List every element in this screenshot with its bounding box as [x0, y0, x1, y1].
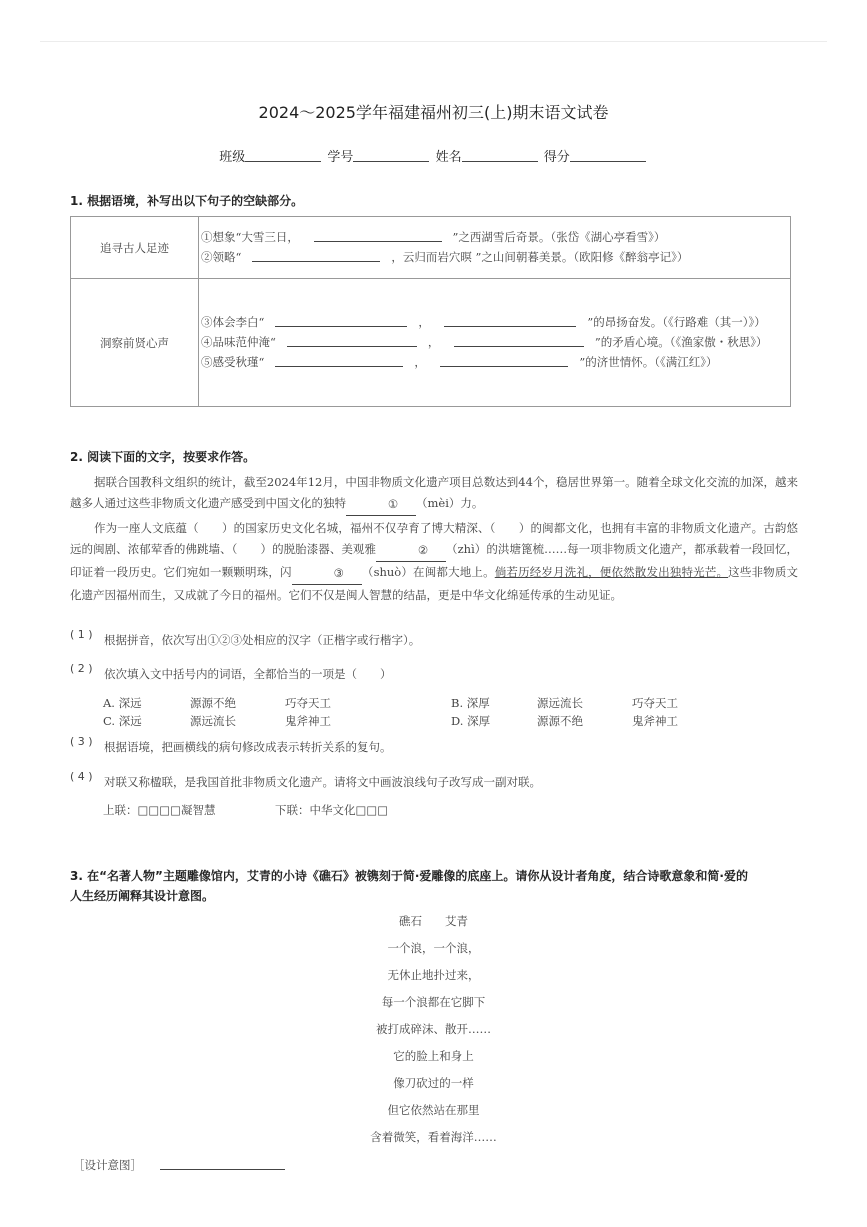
- design-intent-blank[interactable]: [160, 1169, 285, 1170]
- option-c-2: 源远流长: [190, 714, 236, 728]
- option-d-3: 鬼斧神工: [632, 714, 678, 728]
- option-b-1[interactable]: B. 深厚: [451, 696, 490, 710]
- q2-sub-2: [70, 662, 798, 682]
- q2-sub-3: [70, 735, 798, 755]
- class-label: 班级: [219, 150, 246, 165]
- q1-category-1: 追寻古人足迹: [71, 217, 199, 279]
- poem-line-3: 每一个浪都在它脚下: [381, 995, 486, 1009]
- poem-line-6: 像刀砍过的一样: [393, 1076, 474, 1090]
- q1-row-1: ①想象“大雪三日， ”之西湖雪后奇景。（张岱《湖心亭看雪》）: [201, 230, 666, 244]
- couplet-lower: 下联：中华文化□□□: [275, 803, 389, 817]
- q2-sub-1-number: ( 1 ): [70, 628, 93, 641]
- q2-blank-2[interactable]: ②: [376, 540, 446, 562]
- name-blank: [462, 149, 538, 162]
- option-a-2: 源源不绝: [190, 696, 236, 710]
- q2-sub-1: [70, 628, 798, 648]
- q1-blank-5[interactable]: [287, 334, 417, 347]
- design-intent-label: ［设计意图］: [73, 1158, 142, 1172]
- q3-heading: 3. 在“名著人物”主题雕像馆内，艾青的小诗《礁石》被镌刻于简·爱雕像的底座上。请你从设计者角度，结合诗歌意象和简·爱的 人生经历阐释其设计意图。: [70, 869, 748, 903]
- poem-line-2: 无休止地扑过来，: [387, 968, 480, 982]
- option-b-3: 巧夺天工: [632, 696, 678, 710]
- poem-line-7: 但它依然站在那里: [387, 1103, 480, 1117]
- poem-line-1: 一个浪，一个浪，: [387, 941, 480, 955]
- poem-line-8: 含着微笑，看着海洋……: [370, 1130, 497, 1144]
- q2-sub-1-text: 根据拼音，依次写出①②③处相应的汉字（正楷字或行楷字）。: [104, 633, 421, 647]
- q1-row-5: ⑤感受秋瑾“ ， ”的济世情怀。（《满江红》）: [201, 355, 718, 369]
- q2-sub-2-number: ( 2 ): [70, 662, 93, 675]
- q2-blank-3[interactable]: ③: [292, 563, 362, 585]
- q1-blank-6[interactable]: [454, 334, 584, 347]
- q2-sub-4: [70, 770, 798, 790]
- top-divider: [40, 41, 827, 42]
- q2-paragraph-2: 作为一座人文底蕴（ ）的国家历史文化名城，福州不仅孕育了博大精深、（ ）的闽都文化，也拥有丰富的非物质文化遗产。古韵悠远的闽剧、浓郁荤香的佛跳墙、（ ）的脱胎漆器、美观雅 ② （zhì）的洪塘篦梳……每一项非物质文化遗产，都承载着一段回忆，印证着一段历史。它们宛如一颗颗明珠，闪 ③ （shuò）在闽都大地上。倘若历经岁月洗礼，便依然散发出独特光芒。这些非物质文化遗产因福州而生，又成就了今日的福州。它们不仅是闽人智慧的结晶，更是中华文化绵延传承的生动见证。: [70, 521, 799, 602]
- student-id-label: 学号: [327, 150, 354, 165]
- page-title: 2024～2025学年福建福州初三(上)期末语文试卷: [258, 103, 609, 122]
- q2-sub-4-number: ( 4 ): [70, 770, 93, 783]
- q1-table: [70, 216, 791, 407]
- option-a-1[interactable]: A. 深远: [103, 696, 142, 710]
- q1-cell-1: [199, 217, 791, 279]
- couplet-upper: 上联：□□□□凝智慧: [103, 803, 216, 817]
- q1-blank-7[interactable]: [275, 354, 403, 367]
- name-label: 姓名: [435, 150, 462, 165]
- option-c-3: 鬼斧神工: [285, 714, 331, 728]
- q2-blank-1[interactable]: ①: [346, 494, 416, 516]
- q1-blank-2[interactable]: [252, 249, 380, 262]
- class-blank: [245, 149, 321, 162]
- poem-title: 礁石 艾青: [399, 914, 468, 928]
- q1-blank-4[interactable]: [444, 314, 576, 327]
- q1-blank-1[interactable]: [314, 229, 442, 242]
- q1-row-3: ③体会李白“ ， ”的昂扬奋发。（《行路难（其一）》）: [201, 315, 766, 329]
- poem-line-4: 被打成碎沫、散开……: [376, 1022, 491, 1036]
- option-c-1[interactable]: C. 深远: [103, 714, 142, 728]
- q1-row-2: ②领略“ ，云归而岩穴暝 ”之山间朝暮美景。（欧阳修《醉翁亭记》）: [201, 250, 689, 264]
- q2-sub-4-text: 对联又称楹联，是我国首批非物质文化遗产。请将文中画波浪线句子改写成一副对联。: [104, 775, 541, 789]
- q2-sub-3-number: ( 3 ): [70, 735, 93, 748]
- q1-heading: 1. 根据语境，补写出以下句子的空缺部分。: [70, 194, 304, 208]
- q2-sub-2-text: 依次填入文中括号内的词语，全都恰当的一项是（ ）: [104, 667, 392, 681]
- q2-underlined-sentence: 倘若历经岁月洗礼，便依然散发出独特光芒。: [494, 565, 729, 579]
- score-label: 得分: [543, 150, 570, 165]
- q1-row-4: ④品味范仲淹“ ， ”的矛盾心境。（《渔家傲・秋思》）: [201, 335, 768, 349]
- q1-category-2: 洞察前贤心声: [71, 279, 199, 407]
- poem-line-5: 它的脸上和身上: [393, 1049, 474, 1063]
- q2-paragraph-1: 据联合国教科文组织的统计，截至2024年12月，中国非物质文化遗产项目总数达到44个，稳居世界第一。随着全球文化交流的加深，越来越多人通过这些非物质文化遗产感受到中国文化的独特 ① （mèi）力。: [70, 472, 798, 516]
- q1-blank-3[interactable]: [275, 314, 407, 327]
- q2-heading: 2. 阅读下面的文字，按要求作答。: [70, 450, 256, 464]
- q1-blank-8[interactable]: [440, 354, 568, 367]
- option-b-2: 源远流长: [537, 696, 583, 710]
- q1-cell-2: [199, 279, 791, 407]
- student-id-blank: [353, 149, 429, 162]
- option-d-2: 源源不绝: [537, 714, 583, 728]
- option-a-3: 巧夺天工: [285, 696, 331, 710]
- q2-sub-3-text: 根据语境，把画横线的病句修改成表示转折关系的复句。: [104, 740, 392, 754]
- score-blank: [570, 149, 646, 162]
- student-info-line: [0, 146, 867, 165]
- option-d-1[interactable]: D. 深厚: [451, 714, 491, 728]
